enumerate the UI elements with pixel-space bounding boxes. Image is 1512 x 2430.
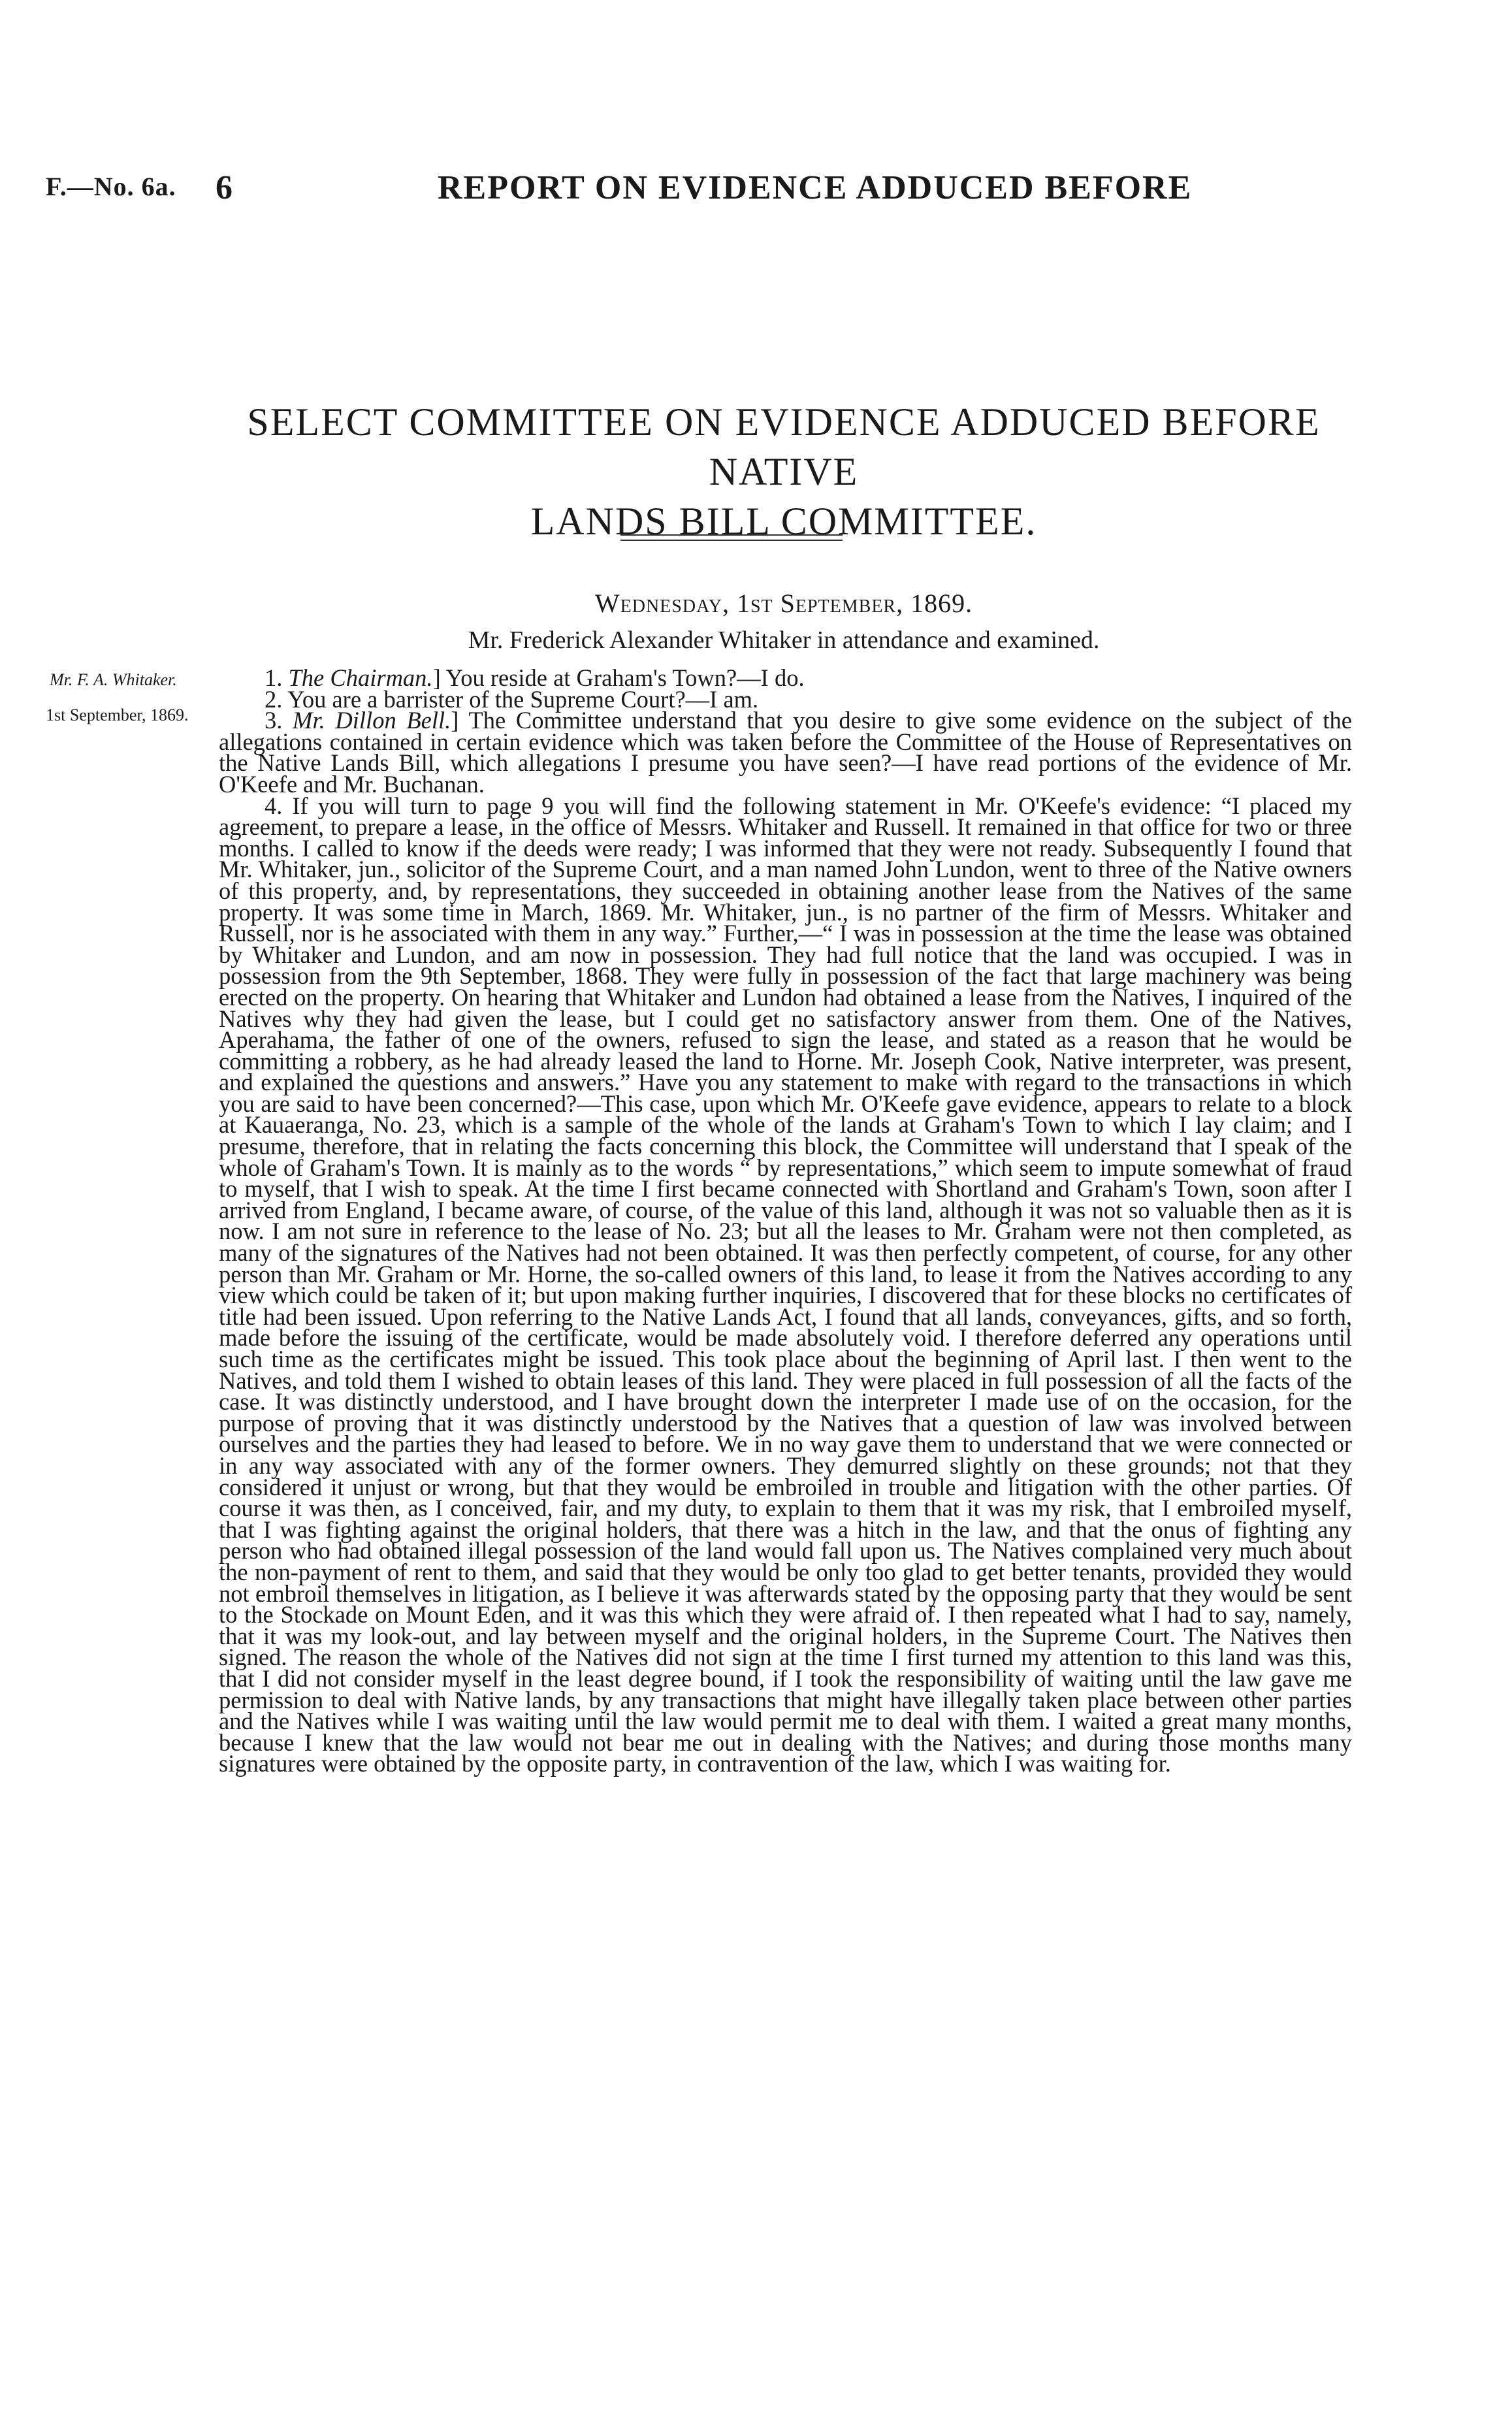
title-divider-bottom bbox=[620, 540, 843, 541]
margin-date: 1st September, 1869. bbox=[46, 705, 189, 724]
question-1: 1. The Chairman.] You reside at Graham's Town?—I do. bbox=[265, 664, 805, 691]
question-3: 3. Mr. Dillon Bell.] The Committee understand that you desire to give some evidence on the subject of the allegations contained in certain evidence which was taken before the Committee of the House of Representatives on the Native Lands Bill, which allegations I presume you have seen?—I have read portions of the evidence of Mr. O'Keefe and Mr. Buchanan. bbox=[219, 707, 1353, 798]
evidence-body bbox=[219, 664, 1353, 1777]
question-2: 2. You are a barrister of the Supreme Court?—I am. bbox=[265, 685, 759, 713]
title-divider-top bbox=[620, 534, 843, 536]
attendance-line: Mr. Frederick Alexander Whitaker in attendance and examined. bbox=[468, 626, 1100, 654]
margin-witness-name: Mr. F. A. Whitaker. bbox=[50, 670, 177, 689]
running-title: REPORT ON EVIDENCE ADDUCED BEFORE bbox=[438, 169, 1193, 206]
title-line-2: LANDS BILL COMMITTEE. bbox=[530, 500, 1037, 543]
speaker: Mr. Dillon Bell. bbox=[293, 707, 451, 734]
page-number: 6 bbox=[216, 169, 233, 206]
page-title bbox=[196, 397, 1372, 546]
session-date: Wednesday, 1st September, 1869. bbox=[594, 589, 973, 618]
speaker: The Chairman. bbox=[288, 664, 433, 691]
question-4: 4. If you will turn to page 9 you will find the following statement in Mr. O'Keefe's evidence: “I placed my agreement, to prepare a lease, in the office of Messrs. Whitaker and Russell. It remained in that office for two or three months. I called to know if the deeds were ready; I was informed that they were not ready. Subsequently I found that Mr. Whitaker, jun., solicitor of the Supreme Court, and a man named John Lundon, went to three of the Native owners of this property, and, by representations, they succeeded in obtaining another lease from the Natives of the same property. It was some time in March, 1869. Mr. Whitaker, jun., is no partner of the firm of Messrs. Whitaker and Russell, nor is he associated with them in any way.” Further,—“ I was in possession at the time the lease was obtained by Whitaker and Lundon, and am now in possession. They had full notice that the land was occupied. I was in possession from the 9th September, 1868. They were fully in possession of the fact that large machinery was being erected on the property. On hearing that Whitaker and Lundon had obtained a lease from the Natives, I inquired of the Natives why they had given the lease, but I could get no satisfactory answer from them. One of the Natives, Aperahama, the father of one of the owners, refused to sign the lease, and stated as a reason that he would be committing a robbery, as he had already leased the land to Horne. Mr. Joseph Cook, Native interpreter, was present, and explained the questions and answers.” Have you any statement to make with regard to the transactions in which you are said to have been concerned?—This case, upon which Mr. O'Keefe gave evidence, appears to relate to a block at Kauaeranga, No. 23, which is a sample of the whole of the lands at Graham's Town to which I lay claim; and I presume, therefore, that in relating the facts concerning this block, the Committee will understand that I speak of the whole of Graham's Town. It is mainly as to the words “ by representations,” which seem to impute somewhat of fraud to myself, that I wish to speak. At the time I first became connected with Shortland and Graham's Town, soon after I arrived from England, I became aware, of course, of the value of this land, although it was not so valuable then as it is now. I am not sure in reference to the lease of No. 23; but all the leases to Mr. Graham were not then completed, as many of the signatures of the Natives had not been obtained. It was then perfectly competent, of course, for any other person than Mr. Graham or Mr. Horne, the so-called owners of this land, to lease it from the Natives according to any view which could be taken of it; but upon making further inquiries, I discovered that for these blocks no certificates of title had been issued. Upon referring to the Native Lands Act, I found that all lands, conveyances, gifts, and so forth, made before the issuing of the certificate, would be made absolutely void. I therefore deferred any operations until such time as the certificates might be issued. This took place about the beginning of April last. I then went to the Natives, and told them I wished to obtain leases of this land. They were placed in full possession of all the facts of the case. It was distinctly understood, and I have brought down the interpreter I made use of on the occasion, for the purpose of proving that it was distinctly understood by the Natives that a question of law was involved between ourselves and the parties they had leased to before. We in no way gave them to understand that we were connected or in any way associated with any of the former owners. They demurred slightly on these grounds; not that they considered it unjust or wrong, but that they would be embroiled in trouble and litigation with the other parties. Of course it was then, as I conceived, fair, and my duty, to explain to them that it was my risk, that I embroiled myself, that I was fighting against the original holders, that there was a hitch in the law, and that the onus of fighting any person who had obtained illegal possession of the land would fall upon us. The Natives complained very much about the non-payment of rent to them, and said that they would be only too glad to get better tenants, provided they would not embroil themselves in litigation, as I believe it was afterwards stated by the opposing party that they would be sent to the Stockade on Mount Eden, and it was this which they were afraid of. I then repeated what I had to say, namely, that it was my look-out, and lay between myself and the original holders, in the Supreme Court. The Natives then signed. The reason the whole of the Natives did not sign at the time I first turned my attention to this land was this, that I did not consider myself in the least degree bound, if I took the responsibility of waiting until the law gave me permission to deal with Native lands, by any transactions that might have illegally taken place between other parties and the Natives while I was waiting until the law would permit me to deal with them. I waited a great many months, because I knew that the law would not bear me out in dealing with the Natives; and during those months many signatures were obtained by the opposite party, in contravention of the law, which I was waiting for. bbox=[219, 792, 1353, 1777]
document-reference: F.—No. 6a. bbox=[46, 172, 176, 201]
title-line-1: SELECT COMMITTEE ON EVIDENCE ADDUCED BEFORE NATIVE bbox=[247, 400, 1321, 493]
